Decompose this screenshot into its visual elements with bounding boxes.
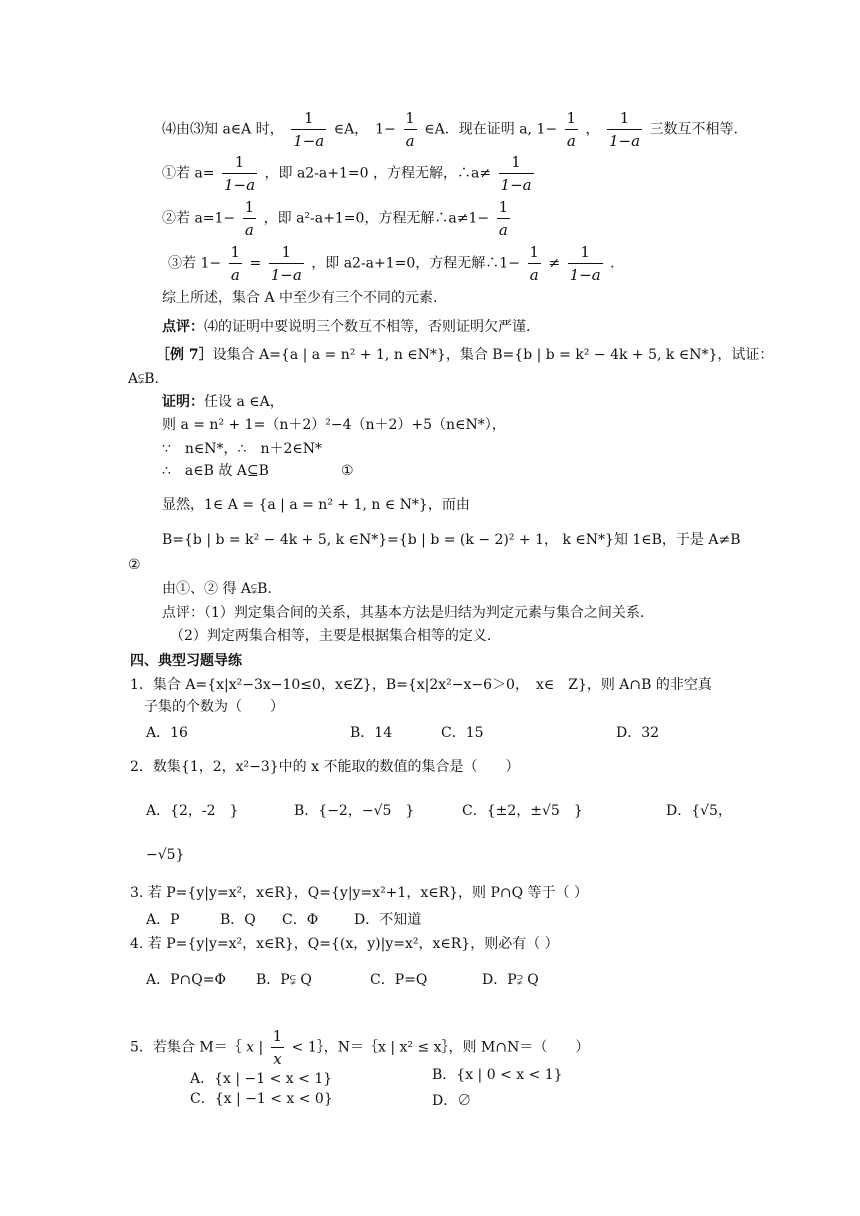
proof-line: 则 a = n² + 1=（n＋2）²−4（n＋2）+5（n∈N*），: [162, 417, 506, 433]
option: A．{x | −1 < x < 1}: [190, 1071, 333, 1087]
line-case-2: ②若 a=1− $\frac{1}{a}$ ，即 a²-a+1=0，方程无解∴a≠1− $\frac{1}{a}$: [162, 198, 509, 239]
option: D．32: [616, 725, 660, 741]
text: ∈A， 1−: [333, 121, 396, 138]
example-text: 设集合 A={a | a = n² + 1, n ∈N*}，集合 B={b | b = k² − 4k + 5, k ∈N*}，试证：: [212, 347, 774, 363]
proof-line: B={b | b = k² − 4k + 5, k ∈N*}={b | b = (k − 2)² + 1， k ∈N*}知 1∈B，于是 A≠B: [162, 532, 741, 548]
comment-line: [162, 318, 530, 336]
option: C．15: [441, 725, 484, 741]
proof-line: 由①、② 得 A⫋B.: [162, 581, 272, 597]
question-3: 3. 若 P={y|y=x²，x∈R}，Q={y|y=x²+1，x∈R}，则 P∩Q 等于（ ）: [130, 885, 589, 901]
comment-text: ⑷的证明中要说明三个数互不相等，否则证明欠严谨.: [204, 319, 531, 335]
comment-line: 点评：（1）判定集合间的关系，其基本方法是归结为判定元素与集合之间关系.: [162, 605, 645, 621]
option-cont: −√5}: [146, 847, 185, 863]
question-4: 4. 若 P={y|y=x²，x∈R}，Q={(x，y)|y=x²，x∈R}，则必有（ ）: [130, 936, 559, 952]
option: D．{√5，: [666, 803, 732, 819]
question-2: 2．数集{1，2，x²−3}中的 x 不能取的数值的集合是（ ）: [130, 759, 520, 775]
line-case-3: ③若 1− $\frac{1}{a}$ = $\frac{1}{1-a}$ ，即 a2-a+1=0，方程无解∴1− $\frac{1}{a}$ ≠ $\frac{1}{1-a}$ .: [168, 243, 615, 284]
fraction: $\frac{1}{1-a}$: [609, 109, 641, 150]
proof-line: ②: [128, 557, 141, 573]
fraction: $\frac{1}{a}$: [405, 109, 415, 150]
example-label: ［例 7］: [156, 347, 213, 363]
option: A．16: [146, 725, 188, 741]
proof-start: 证明：任设 a ∈A，: [162, 394, 284, 410]
option: D．P⫌ Q: [482, 972, 539, 988]
proof-label: 证明：: [162, 394, 204, 410]
option: B．{x | 0 < x < 1}: [432, 1067, 563, 1083]
option: C．P=Q: [370, 972, 428, 988]
option: D．不知道: [354, 912, 422, 928]
text: 三数互不相等.: [649, 121, 738, 138]
conclusion-line: 综上所述，集合 A 中至少有三个不同的元素.: [162, 290, 438, 306]
proof-line: 显然，1∈ A = {a | a = n² + 1, n ∈ N*}，而由: [162, 497, 470, 513]
comment-line: （2）判定两集合相等，主要是根据集合相等的定义.: [170, 628, 492, 644]
option: B．P⫋ Q: [256, 972, 312, 988]
option: B．14: [350, 725, 393, 741]
option: C．{±2，±√5 }: [462, 803, 583, 819]
comment-label: 点评：: [162, 319, 204, 335]
fraction: $\frac{1}{a}$: [566, 109, 577, 150]
option: C．{x | −1 < x < 0}: [190, 1091, 333, 1107]
example-7-line: [156, 346, 773, 364]
text: ⑷由⑶知 a∈A 时，: [162, 121, 284, 138]
question-1-cont: 子集的个数为（ ）: [144, 699, 284, 715]
text: ，: [585, 121, 600, 138]
option: A．P∩Q=Φ: [146, 972, 226, 988]
option: A．P: [146, 912, 180, 928]
proof-line: ∵ n∈N*，∴ n＋2∈N*: [162, 441, 322, 457]
line-proof-4: [162, 109, 738, 150]
option: D．∅: [432, 1093, 472, 1109]
text: ∈A．现在证明 a, 1−: [424, 121, 558, 138]
circled-1: ①: [341, 463, 354, 479]
question-1: 1．集合 A={x|x²−3x−10≤0，x∈Z}，B={x|2x²−x−6＞0， x∈ Z}，则 A∩B 的非空真: [130, 677, 712, 693]
example-7-cont: A⫋B.: [128, 371, 160, 387]
option: B．{−2，−√5 }: [294, 803, 415, 819]
option: B．Q: [220, 912, 256, 928]
fraction: $\frac{1}{1-a}$: [293, 109, 325, 150]
question-5: 5．若集合 M＝｛ x | $\frac{1}{x}$ < 1｝，N＝｛x | x² ≤ x｝，则 M∩N＝（ ）: [130, 1027, 590, 1068]
section-heading: 四、典型习题导练: [130, 653, 242, 669]
option: A．{2，-2 }: [146, 803, 239, 819]
proof-line: ∴ a∈B 故 A⊆B ①: [162, 463, 354, 479]
line-case-1: ①若 a= $\frac{1}{1-a}$ ，即 a2-a+1=0 ，方程无解，∴a≠ $\frac{1}{1-a}$: [162, 153, 532, 194]
option: C．Φ: [282, 912, 319, 928]
